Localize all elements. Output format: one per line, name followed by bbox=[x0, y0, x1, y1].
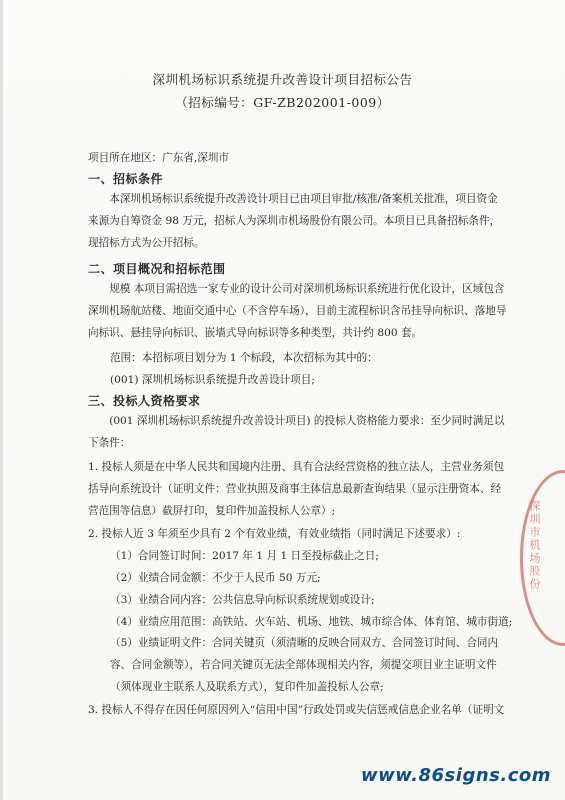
tender-code: （招标编号：GF-ZB202001-009） bbox=[175, 95, 390, 110]
scan-edge bbox=[0, 0, 3, 800]
lot-line: (001) 深圳机场标识系统提升改善设计项目; bbox=[110, 374, 315, 386]
project-region: 项目所在地区：广东省,深圳市 bbox=[88, 152, 230, 164]
section-body-1: 本深圳机场标识系统提升改善设计项目已由项目审批/核准/备案机关批准，项目资金来源为自筹资金 98 万元，招标人为深圳市机场股份有限公司。本项目已具备招标条件，现招标方式为公开招标。 bbox=[88, 193, 501, 249]
section-body-2: 规模 本项目需招选一家专业的设计公司对深圳机场标识系统进行优化设计，区域包含深圳机场航站楼、地面交通中心（不含停车场），目前主流程标识含吊挂导向标识、落地导向标识、悬挂导向标识、嵌墙式导向标识等多种类型，共计约 800 套。 bbox=[88, 283, 507, 339]
requirement-item-4: （4）业绩应用范围：高铁站、火车站、机场、地铁、城市综合体、体育馆、城市街道; bbox=[110, 616, 513, 628]
section-heading-1: 一、招标条件 bbox=[88, 172, 164, 186]
seal-text: 深圳市机场股份 bbox=[528, 500, 541, 591]
requirement-1: 1. 投标人须是在中华人民共和国境内注册、具有合法经营资格的独立法人，主营业务须包括导向系统设计（证明文件：营业执照及商事主体信息最新查询结果（显示注册资本、经营范围等信息）截屏打印，复印件加盖投标人公章）; bbox=[88, 461, 505, 517]
site-watermark: www.86signs.com bbox=[360, 765, 551, 786]
section-heading-3: 三、投标人资格要求 bbox=[88, 394, 201, 408]
requirement-item-5: （5）业绩证明文件：合同关键页（须清晰的反映合同双方、合同签订时间、合同内容、合同金额等），若合同关键页无法全部体现相关内容，须提交项目业主证明文件（须体现业主联系人及联系方式），复印件加盖投标人公章; bbox=[110, 637, 499, 693]
qualification-intro: (001 深圳机场标识系统提升改善设计项目) 的投标人资格能力要求：至少同时满足以下条件： bbox=[88, 415, 505, 449]
section-heading-2: 二、项目概况和招标范围 bbox=[88, 262, 226, 276]
requirement-2: 2. 投标人近 3 年须至少具有 2 个有效业绩，有效业绩指（同时满足下述要求）: bbox=[88, 528, 461, 540]
requirement-item-3: （3）业绩合同内容：公共信息导向标识系统规划或设计; bbox=[110, 594, 375, 606]
scope-line: 范围：本招标项目划分为 1 个标段，本次招标为其中的： bbox=[110, 352, 378, 364]
requirement-3: 3. 投标人不得存在因任何原因列入“信用中国”行政处罚或失信惩戒信息企业名单（证明文 bbox=[88, 704, 505, 716]
document-title: 深圳机场标识系统提升改善设计项目招标公告 bbox=[152, 72, 413, 87]
requirement-item-2: （2）业绩合同金额：不少于人民币 50 万元; bbox=[110, 572, 321, 584]
requirement-item-1: （1）合同签订时间：2017 年 1 月 1 日至投标截止之日; bbox=[110, 550, 379, 562]
